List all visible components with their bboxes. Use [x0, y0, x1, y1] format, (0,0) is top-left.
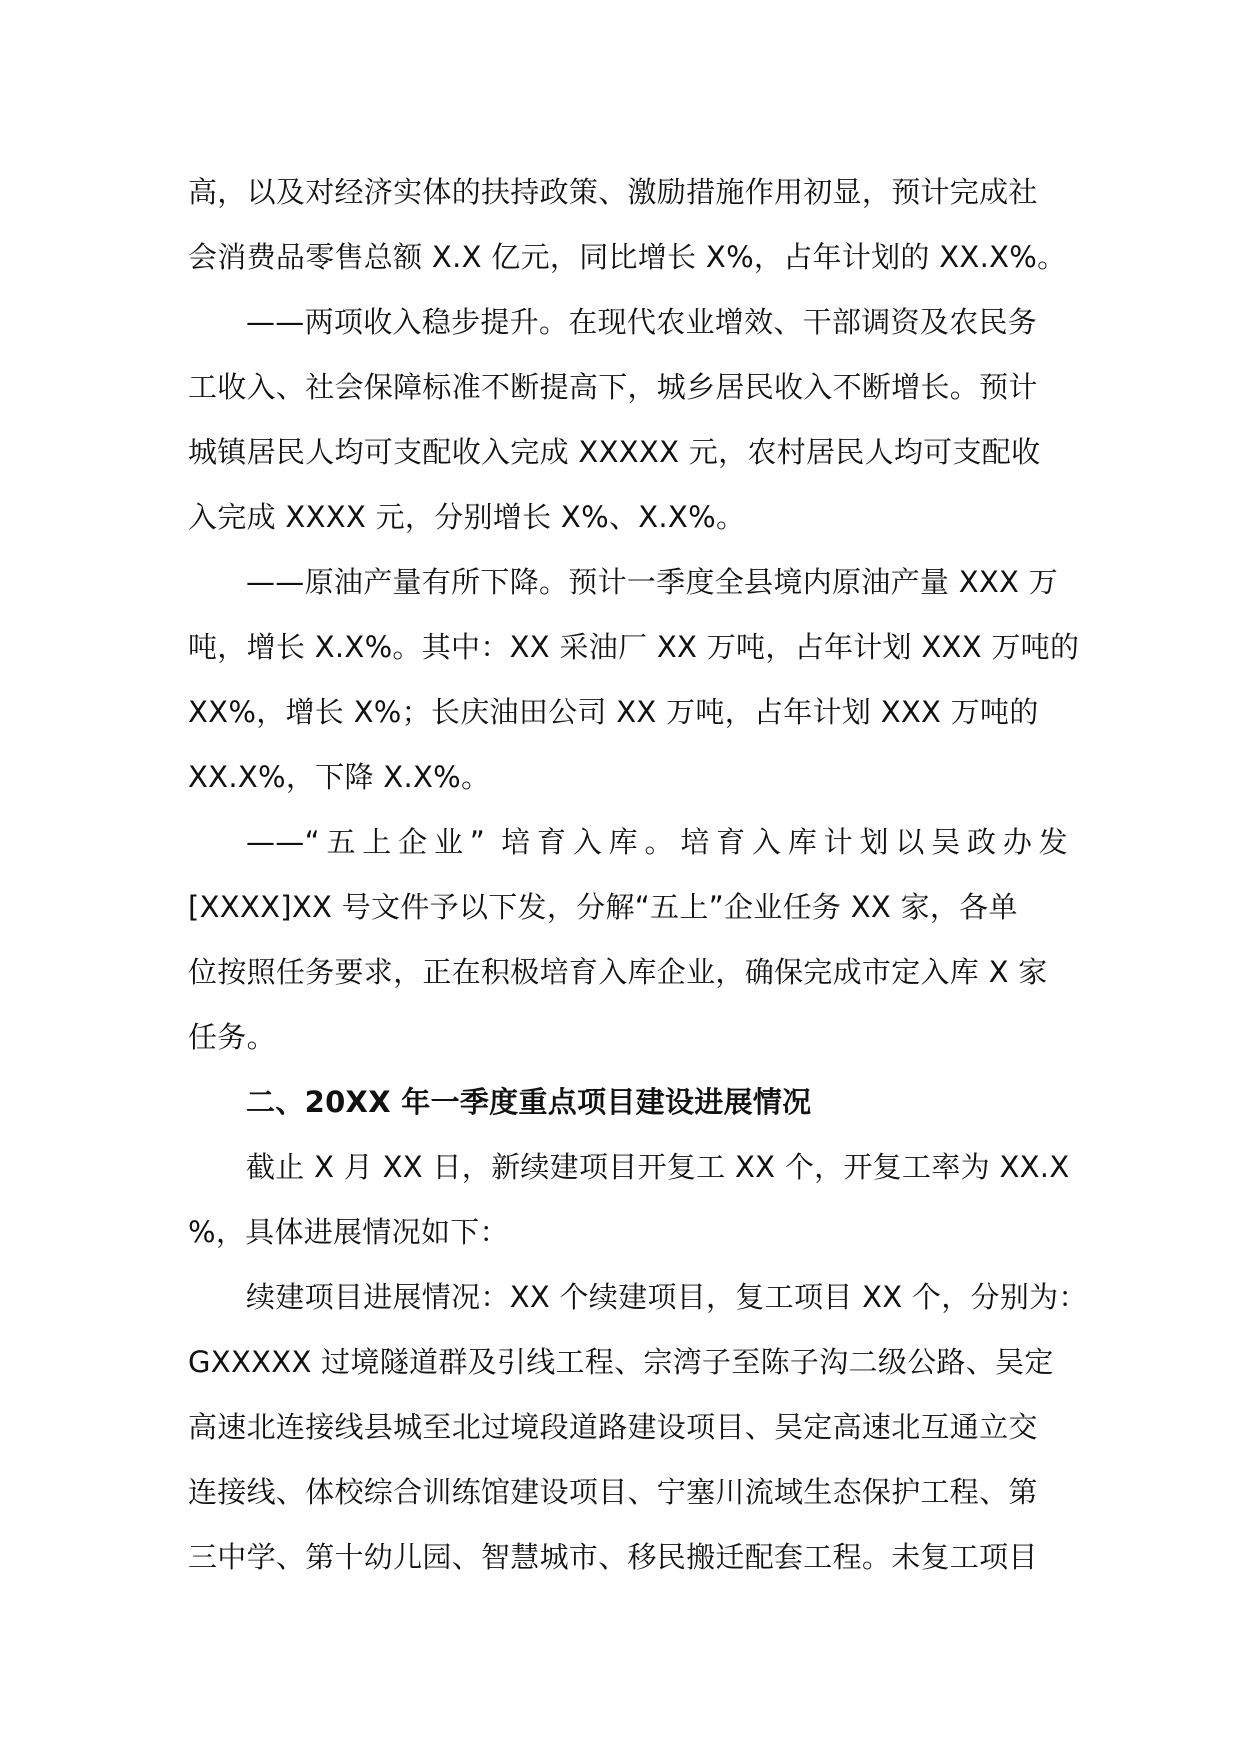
text-line: [XXXX]XX 号文件予以下发，分解“五上”企业任务 XX 家，各单 — [188, 890, 1018, 924]
text-line: 连接线、体校综合训练馆建设项目、宁塞川流域生态保护工程、第 — [188, 1475, 1038, 1509]
text-line: 截止 X 月 XX 日，新续建项目开复工 XX 个，开复工率为 XX.X — [246, 1150, 1070, 1184]
text-line: %，具体进展情况如下： — [188, 1215, 509, 1249]
text-line: 工收入、社会保障标准不断提高下，城乡居民收入不断增长。预计 — [188, 370, 1038, 404]
text-line: GXXXXX 过境隧道群及引线工程、宗湾子至陈子沟二级公路、吴定 — [188, 1345, 1054, 1379]
text-line: 吨，增长 X.X%。其中：XX 采油厂 XX 万吨，占年计划 XXX 万吨的 — [188, 630, 1080, 664]
text-line: XX%，增长 X%；长庆油田公司 XX 万吨，占年计划 XXX 万吨的 — [188, 695, 1039, 729]
text-line: 入完成 XXXX 元，分别增长 X%、X.X%。 — [188, 500, 746, 534]
section-heading: 二、20XX 年一季度重点项目建设进展情况 — [246, 1085, 812, 1119]
document-page — [188, 160, 1088, 1590]
text-line: ——两项收入稳步提升。在现代农业增效、干部调资及农民务 — [246, 305, 1038, 339]
text-line: 城镇居民人均可支配收入完成 XXXXX 元，农村居民人均可支配收 — [188, 435, 1041, 469]
text-line: 高速北连接线县城至北过境段道路建设项目、吴定高速北互通立交 — [188, 1410, 1038, 1444]
text-line: 任务。 — [188, 1020, 276, 1054]
text-line: 三中学、第十幼儿园、智慧城市、移民搬迁配套工程。未复工项目 — [188, 1540, 1038, 1574]
text-line: ——原油产量有所下降。预计一季度全县境内原油产量 XXX 万 — [246, 565, 1059, 599]
text-line: 续建项目进展情况：XX 个续建项目，复工项目 XX 个，分别为： — [246, 1280, 1088, 1314]
text-line: ——“五上企业” 培育入库。培育入库计划以吴政办发 — [246, 825, 1068, 859]
text-line: 高，以及对经济实体的扶持政策、激励措施作用初显，预计完成社 — [188, 175, 1038, 209]
text-line: 位按照任务要求，正在积极培育入库企业，确保完成市定入库 X 家 — [188, 955, 1048, 989]
text-line: XX.X%，下降 X.X%。 — [188, 760, 491, 794]
text-line: 会消费品零售总额 X.X 亿元，同比增长 X%，占年计划的 XX.X%。 — [188, 240, 1067, 274]
